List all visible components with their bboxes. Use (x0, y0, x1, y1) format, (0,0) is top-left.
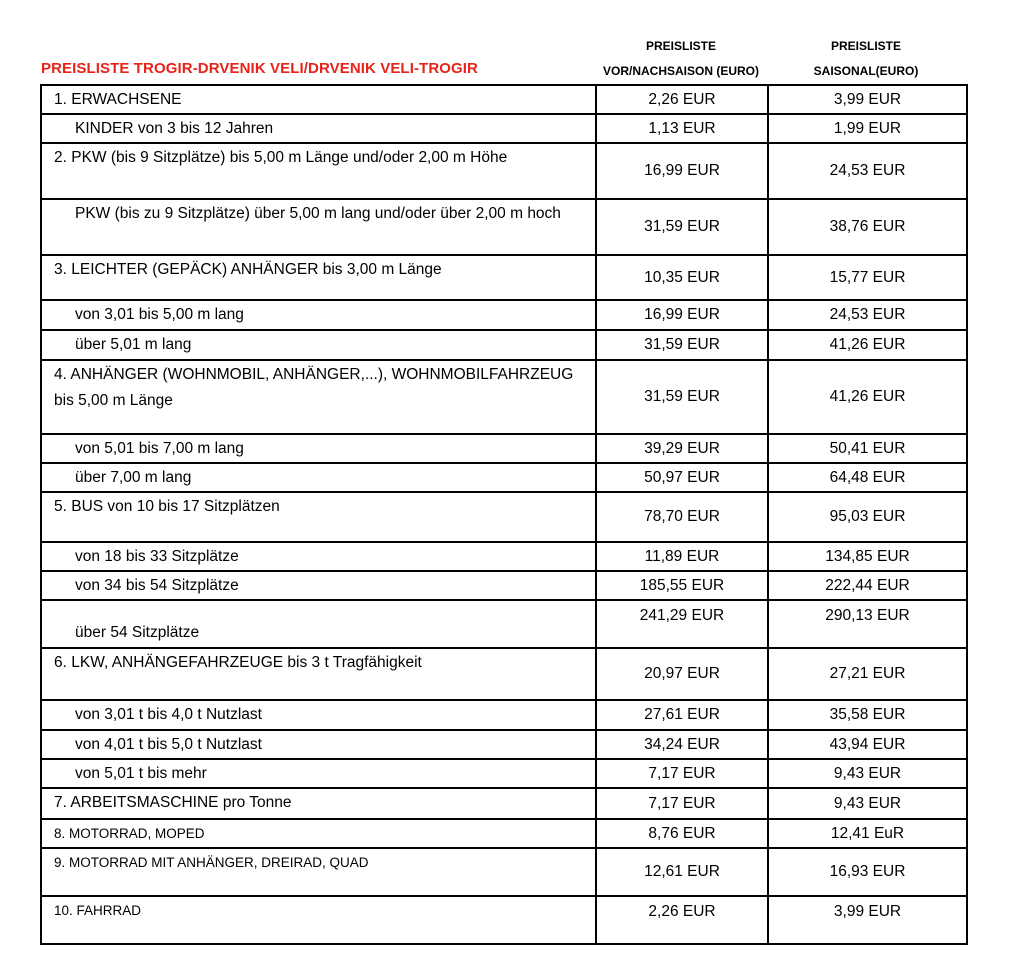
price-off-season: 16,99 EUR (596, 143, 768, 199)
row-label: PKW (bis zu 9 Sitzplätze) über 5,00 m lang und/oder über 2,00 m hoch (41, 199, 596, 255)
price-season: 290,13 EUR (768, 600, 967, 648)
price-off-season: 2,26 EUR (596, 85, 768, 114)
table-row (41, 360, 967, 434)
header-off-season-line1: PREISLISTE (645, 39, 716, 53)
price-off-season: 78,70 EUR (596, 492, 768, 542)
row-label: über 7,00 m lang (41, 463, 596, 492)
price-off-season: 10,35 EUR (596, 255, 768, 300)
table-row (41, 199, 967, 255)
price-off-season: 11,89 EUR (596, 542, 768, 571)
table-row (41, 648, 967, 700)
price-season: 41,26 EUR (768, 360, 967, 434)
row-label: 9. MOTORRAD MIT ANHÄNGER, DREIRAD, QUAD (41, 848, 596, 896)
price-season: 35,58 EUR (768, 700, 967, 730)
table-row (41, 819, 967, 848)
row-label: von 34 bis 54 Sitzplätze (41, 571, 596, 600)
row-label: von 5,01 t bis mehr (41, 759, 596, 788)
price-off-season: 31,59 EUR (596, 360, 768, 434)
row-label: über 5,01 m lang (41, 330, 596, 360)
price-season: 41,26 EUR (768, 330, 967, 360)
row-label: von 4,01 t bis 5,0 t Nutzlast (41, 730, 596, 759)
price-season: 3,99 EUR (768, 896, 967, 944)
row-label: KINDER von 3 bis 12 Jahren (41, 114, 596, 143)
price-off-season: 39,29 EUR (596, 434, 768, 463)
row-label: 2. PKW (bis 9 Sitzplätze) bis 5,00 m Länge und/oder 2,00 m Höhe (41, 143, 596, 199)
price-season: 1,99 EUR (768, 114, 967, 143)
price-season: 15,77 EUR (768, 255, 967, 300)
header-off-season-line2: VOR/NACHSAISON (EURO) (602, 64, 759, 78)
header-season (767, 34, 965, 84)
price-season: 16,93 EUR (768, 848, 967, 896)
price-season: 64,48 EUR (768, 463, 967, 492)
price-season: 24,53 EUR (768, 143, 967, 199)
row-label: von 3,01 t bis 4,0 t Nutzlast (41, 700, 596, 730)
price-season: 38,76 EUR (768, 199, 967, 255)
price-off-season: 8,76 EUR (596, 819, 768, 848)
table-row (41, 848, 967, 896)
table-row (41, 896, 967, 944)
table-row (41, 300, 967, 330)
price-off-season: 7,17 EUR (596, 788, 768, 819)
row-label: 5. BUS von 10 bis 17 Sitzplätzen (41, 492, 596, 542)
price-off-season: 7,17 EUR (596, 759, 768, 788)
price-season: 9,43 EUR (768, 759, 967, 788)
row-label: von 18 bis 33 Sitzplätze (41, 542, 596, 571)
price-season: 43,94 EUR (768, 730, 967, 759)
price-off-season: 185,55 EUR (596, 571, 768, 600)
price-season: 24,53 EUR (768, 300, 967, 330)
price-off-season: 34,24 EUR (596, 730, 768, 759)
price-season: 9,43 EUR (768, 788, 967, 819)
price-off-season: 27,61 EUR (596, 700, 768, 730)
price-off-season: 31,59 EUR (596, 199, 768, 255)
table-row (41, 542, 967, 571)
price-season: 134,85 EUR (768, 542, 967, 571)
table-row (41, 600, 967, 648)
table-row (41, 114, 967, 143)
header-season-line2: SAISONAL(EURO) (813, 64, 919, 78)
price-season: 27,21 EUR (768, 648, 967, 700)
table-row (41, 759, 967, 788)
table-row (41, 255, 967, 300)
price-season: 12,41 EuR (768, 819, 967, 848)
row-label: 3. LEICHTER (GEPÄCK) ANHÄNGER bis 3,00 m Länge (41, 255, 596, 300)
row-label: über 54 Sitzplätze (41, 600, 596, 648)
table-row (41, 434, 967, 463)
page-title: PREISLISTE TROGIR-DRVENIK VELI/DRVENIK VELI-TROGIR (41, 60, 478, 77)
header-off-season (595, 34, 767, 84)
table-row (41, 143, 967, 199)
price-season: 3,99 EUR (768, 85, 967, 114)
price-table (40, 84, 968, 945)
row-label: 1. ERWACHSENE (41, 85, 596, 114)
row-label: 10. FAHRRAD (41, 896, 596, 944)
table-row (41, 85, 967, 114)
table-row (41, 463, 967, 492)
price-season: 222,44 EUR (768, 571, 967, 600)
table-row (41, 492, 967, 542)
table-row (41, 788, 967, 819)
row-label: 8. MOTORRAD, MOPED (41, 819, 596, 848)
price-off-season: 12,61 EUR (596, 848, 768, 896)
table-row (41, 330, 967, 360)
price-off-season: 16,99 EUR (596, 300, 768, 330)
table-row (41, 730, 967, 759)
table-row (41, 700, 967, 730)
header-season-line1: PREISLISTE (830, 39, 901, 53)
price-off-season: 31,59 EUR (596, 330, 768, 360)
row-label: 4. ANHÄNGER (WOHNMOBIL, ANHÄNGER,...), WOHNMOBILFAHRZEUG bis 5,00 m Länge (41, 360, 596, 434)
row-label: von 3,01 bis 5,00 m lang (41, 300, 596, 330)
price-off-season: 50,97 EUR (596, 463, 768, 492)
table-row (41, 571, 967, 600)
price-off-season: 1,13 EUR (596, 114, 768, 143)
row-label: von 5,01 bis 7,00 m lang (41, 434, 596, 463)
price-off-season: 241,29 EUR (596, 600, 768, 648)
price-season: 50,41 EUR (768, 434, 967, 463)
row-label: 7. ARBEITSMASCHINE pro Tonne (41, 788, 596, 819)
price-off-season: 20,97 EUR (596, 648, 768, 700)
price-off-season: 2,26 EUR (596, 896, 768, 944)
price-season: 95,03 EUR (768, 492, 967, 542)
row-label: 6. LKW, ANHÄNGEFAHRZEUGE bis 3 t Tragfähigkeit (41, 648, 596, 700)
